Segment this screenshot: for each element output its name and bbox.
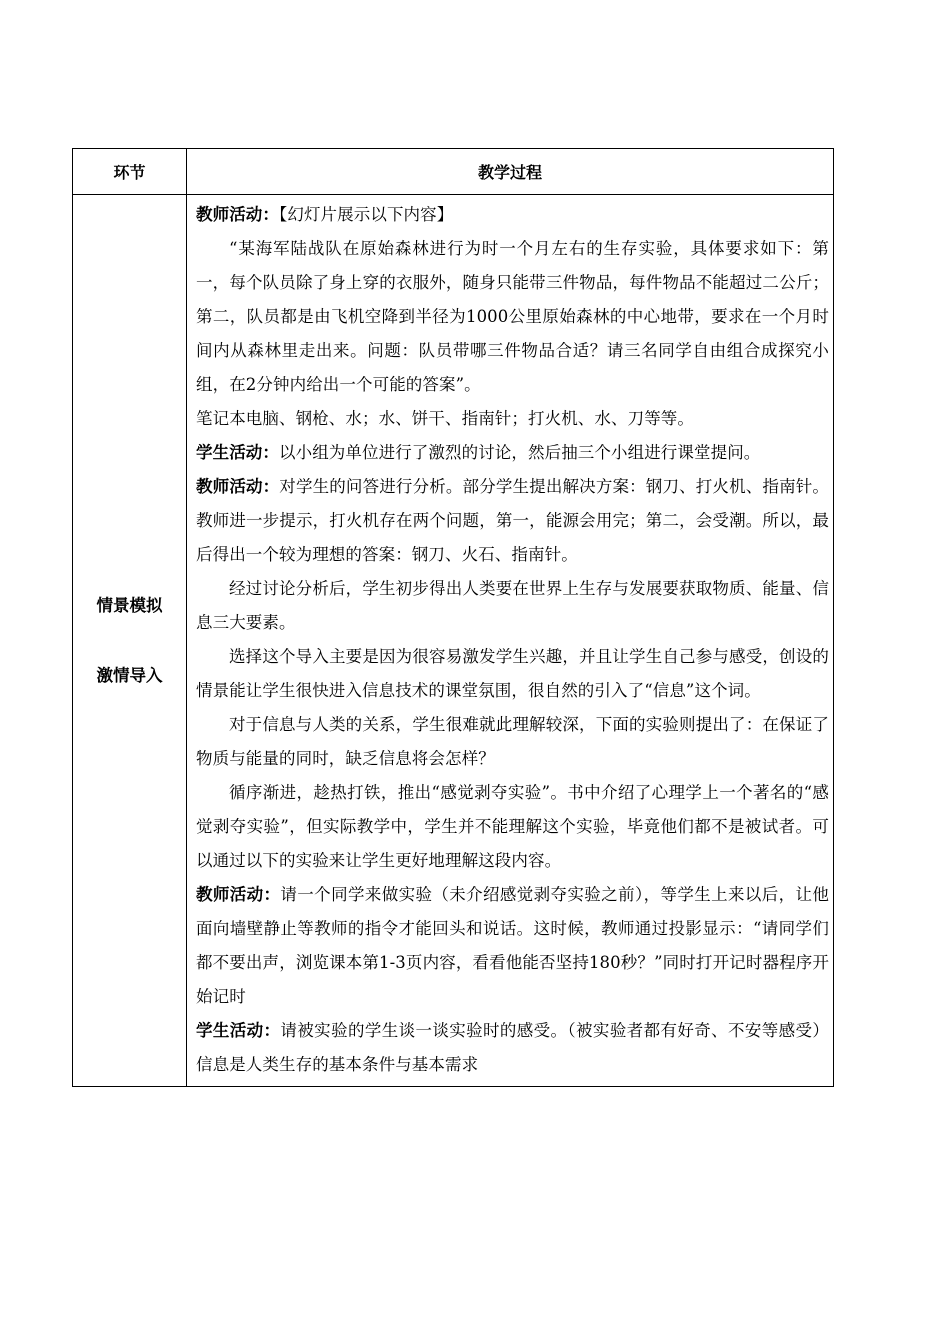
paragraph-text: 选择这个导入主要是因为很容易激发学生兴趣，并且让学生自己参与感受，创设的情景能让学生很快进入信息技术的课堂氛围，很自然的引入了“信息”这个词。 xyxy=(196,647,829,700)
paragraph xyxy=(196,402,829,436)
paragraph-text: 循序渐进，趁热打铁，推出“感觉剥夺实验”。书中介绍了心理学上一个著名的“感觉剥夺实验”，但实际教学中，学生并不能理解这个实验，毕竟他们都不是被试者。可以通过以下的实验来让学生更好地理解这段内容。 xyxy=(196,783,829,870)
process-cell xyxy=(187,195,834,1087)
paragraph-text: 经过讨论分析后，学生初步得出人类要在世界上生存与发展要获取物质、能量、信息三大要素。 xyxy=(196,579,829,632)
paragraph-text: 【幻灯片展示以下内容】 xyxy=(279,205,454,224)
paragraph-text: 请一个同学来做实验（未介绍感觉剥夺实验之前），等学生上来以后，让他面向墙壁静止等教师的指令才能回头和说话。这时候，教师通过投影显示：“请同学们都不要出声，浏览课本第1-3页内容，看看他能否坚持180秒？”同时打开记时器程序开始记时 xyxy=(196,885,829,1006)
paragraph xyxy=(196,878,829,1014)
activity-label: 学生活动： xyxy=(196,1021,281,1040)
paragraph xyxy=(196,436,829,470)
activity-label: 教师活动： xyxy=(196,885,281,904)
activity-label: 教师活动： xyxy=(196,205,279,224)
paragraph-text: 对学生的问答进行分析。部分学生提出解决方案：钢刀、打火机、指南针。教师进一步提示，打火机存在两个问题，第一，能源会用完；第二，会受潮。所以，最后得出一个较为理想的答案：钢刀、火石、指南针。 xyxy=(196,477,829,564)
activity-label: 教师活动： xyxy=(196,477,280,496)
paragraph xyxy=(196,198,829,232)
paragraph-text: 对于信息与人类的关系，学生很难就此理解较深，下面的实验则提出了：在保证了物质与能量的同时，缺乏信息将会怎样？ xyxy=(196,715,829,768)
section-title-line1: 情景模拟 xyxy=(96,595,163,615)
paragraph xyxy=(196,776,829,878)
paragraph-text: 笔记本电脑、钢枪、水；水、饼干、指南针；打火机、水、刀等等。 xyxy=(196,409,694,428)
paragraph xyxy=(196,470,829,572)
paragraph-text: “某海军陆战队在原始森林进行为时一个月左右的生存实验，具体要求如下：第一，每个队员除了身上穿的衣服外，随身只能带三件物品，每件物品不能超过二公斤；第二，队员都是由飞机空降到半径为1000公里原始森林的中心地带，要求在一个月时间内从森林里走出来。问题：队员带哪三件物品合适？请三名同学自由组合成探究小组，在2分钟内给出一个可能的答案”。 xyxy=(196,239,829,394)
paragraph-text: 以小组为单位进行了激烈的讨论，然后抽三个小组进行课堂提问。 xyxy=(279,443,761,462)
table-header-row xyxy=(73,149,834,195)
lesson-table xyxy=(72,148,834,1087)
section-cell xyxy=(73,195,187,1087)
header-section: 环节 xyxy=(73,149,187,195)
paragraph-text: 请被实验的学生谈一谈实验时的感受。（被实验者都有好奇、不安等感受）信息是人类生存的基本条件与基本需求 xyxy=(196,1021,829,1074)
table-row xyxy=(73,195,834,1087)
paragraph xyxy=(196,640,829,708)
paragraph xyxy=(196,572,829,640)
header-process: 教学过程 xyxy=(187,149,834,195)
activity-label: 学生活动： xyxy=(196,443,279,462)
paragraph xyxy=(196,708,829,776)
section-title-line2: 激情导入 xyxy=(96,665,163,685)
paragraph xyxy=(196,232,829,402)
paragraph xyxy=(196,1014,829,1082)
